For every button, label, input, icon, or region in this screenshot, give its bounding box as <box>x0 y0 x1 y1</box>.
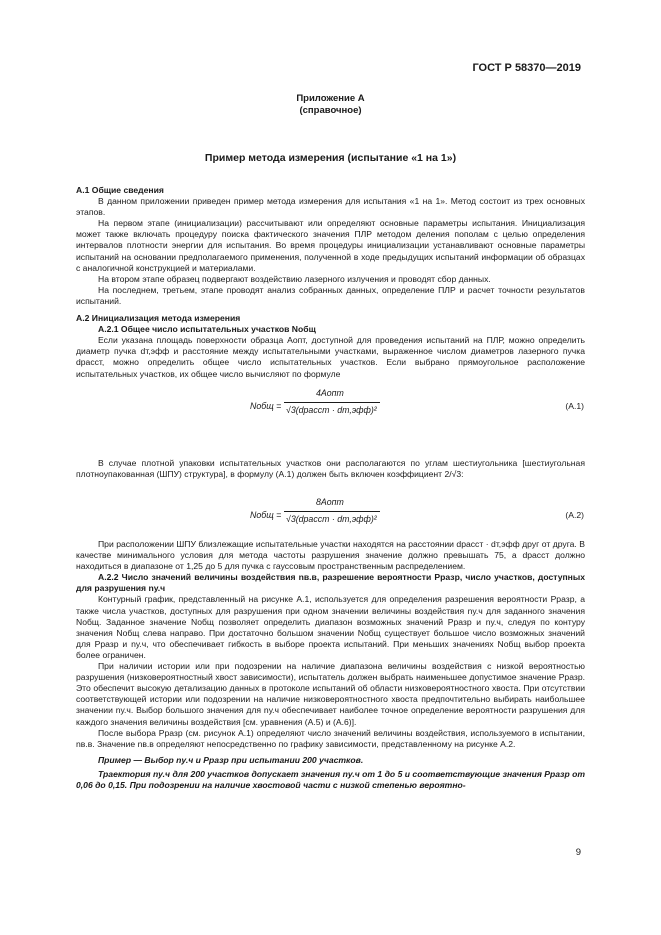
paragraph: При расположении ШПУ близлежащие испытательные участки находятся на расстоянии dрасст · dт,эфф друг от друга. В качестве минимального условия для метода частоты разрушения значение должно превышать 75, а dрасст должно находиться в диапазоне от 1,25 до 5 для пучка с гауссовым пространственным распределением. <box>76 539 585 572</box>
paragraph: После выбора Pразр (см. рисунок А.1) определяют число значений величины воздействия, используемого в испытании, nв.в. Значение nв.в определяют непосредственно по графику зависимости, представленному на рисунке А.2. <box>76 727 585 749</box>
standard-header: ГОСТ Р 58370—2019 <box>472 62 581 74</box>
paragraph: На первом этапе (инициализации) рассчитывают или определяют основные параметры испытания. Инициализация может также включать процедуру поиска фактического значения ПЛР методом деления пополам с целью определения интервалов плотности энергии для испытания. Во время процедуры инициализации устанавливают основные параметры испытаний на основании предполагаемого применения, полученной в ходе предыдущих испытаний информации об образцах с аналогичной конструкцией и материалами. <box>76 218 585 273</box>
example-text: Траектория nу.ч для 200 участков допускает значения nу.ч от 1 до 5 и соответствующие значения Pразр от 0,06 до 0,15. При подозрении на наличие хвостовой части с низкой степенью вероятно- <box>76 768 585 790</box>
formula-numerator: 8Aопт <box>316 497 344 507</box>
subsection-a22-heading: А.2.2 Число значений величины воздействия nв.в, разрешение вероятности Pразр, число участков, доступных для разрушения nу.ч <box>76 572 585 594</box>
paragraph: На втором этапе образец подвергают воздействию лазерного излучения и проводят сбор данных. <box>98 273 491 284</box>
fraction-bar <box>284 402 380 403</box>
formula-a2-number: (А.2) <box>565 510 584 520</box>
appendix-heading <box>0 93 661 117</box>
text-block-2 <box>76 458 585 480</box>
paragraph: Если указана площадь поверхности образца Aопт, доступной для проведения испытаний на ПЛР, можно определить диаметр пучка dт,эфф и расстояние между испытательными участками, выраженное числом диаметров лазерного пучка dрасст, можно определить общее число испытательных участков. Если выбрано прямоугольное расположение испытательных участков, их общее число вычисляют по формуле <box>76 335 585 379</box>
section-a1-heading: А.1 Общие сведения <box>76 185 164 195</box>
example-heading: Пример — Выбор nу.ч и Pразр при испытании 200 участков. <box>98 754 364 765</box>
formula-denominator: √3(dрасст · dт,эфф)² <box>286 405 377 415</box>
paragraph: Контурный график, представленный на рисунке А.1, используется для определения разрешения вероятности Pразр, а также числа участков, доступных для разрушения при одном значении величины воздействия nу.ч для заданного значения Nобщ. Заданное значение Nобщ позволяет определить диапазон возможных значений Pразр и nу.ч, следуя по контуру значения Nобщ слева направо. При достаточно большом значении Nобщ существует большое число возможных значений для Pразр и nу.ч, что обеспечивает гибкость в выборе проекта испытаний. При меньших значениях Nобщ выбор проекта более ограничен. <box>76 594 585 660</box>
appendix-subtitle: (справочное) <box>299 105 362 116</box>
formula-a1-number: (А.1) <box>565 401 584 411</box>
paragraph: На последнем, третьем, этапе проводят анализ собранных данных, определение ПЛР и расчет точности результатов испытаний. <box>76 284 585 306</box>
formula-lhs: Nобщ = <box>250 401 282 411</box>
fraction-bar <box>284 511 380 512</box>
formula-numerator: 4Aопт <box>316 388 344 398</box>
section-a2-heading: А.2 Инициализация метода измерения <box>76 313 241 324</box>
paragraph: При наличии истории или при подозрении на наличие диапазона величины воздействия с низкой вероятностью разрушения (низковероятностный хвост зависимости), испытатель должен выбрать наименьшее допустимое значение Pразр. Это обеспечит высокую детализацию данных в протоколе испытаний об области низковероятностного хвоста. При отсутствии соответствующей истории или подозрении на наличие низковероятностного хвоста предпочтительно выбирать наибольшее значении nу.ч. Выбор большого значения для nу.ч обеспечивает наиболее точное определение вероятности разрушения для каждого значения величины воздействия [см. уравнения (А.5) и (А.6)]. <box>76 661 585 727</box>
appendix-title: Приложение А <box>296 93 365 104</box>
document-title: Пример метода измерения (испытание «1 на 1») <box>204 152 457 164</box>
formula-denominator: √3(dрасст · dт,эфф)² <box>286 514 377 524</box>
text-block-3 <box>76 539 585 791</box>
formula-lhs: Nобщ = <box>250 510 282 520</box>
page-number: 9 <box>575 847 581 858</box>
paragraph: В данном приложении приведен пример метода измерения для испытания «1 на 1». Метод состоит из трех основных этапов. <box>76 196 585 218</box>
text-block-1 <box>76 185 585 380</box>
paragraph: В случае плотной упаковки испытательных участков они располагаются по углам шестиугольника [шестиугольная плотноупакованная (ШПУ) структура], в формулу (А.1) должен быть включен коэффициент 2/√3: <box>76 458 585 480</box>
subsection-a21-heading: А.2.1 Общее число испытательных участков Nобщ <box>98 324 316 335</box>
